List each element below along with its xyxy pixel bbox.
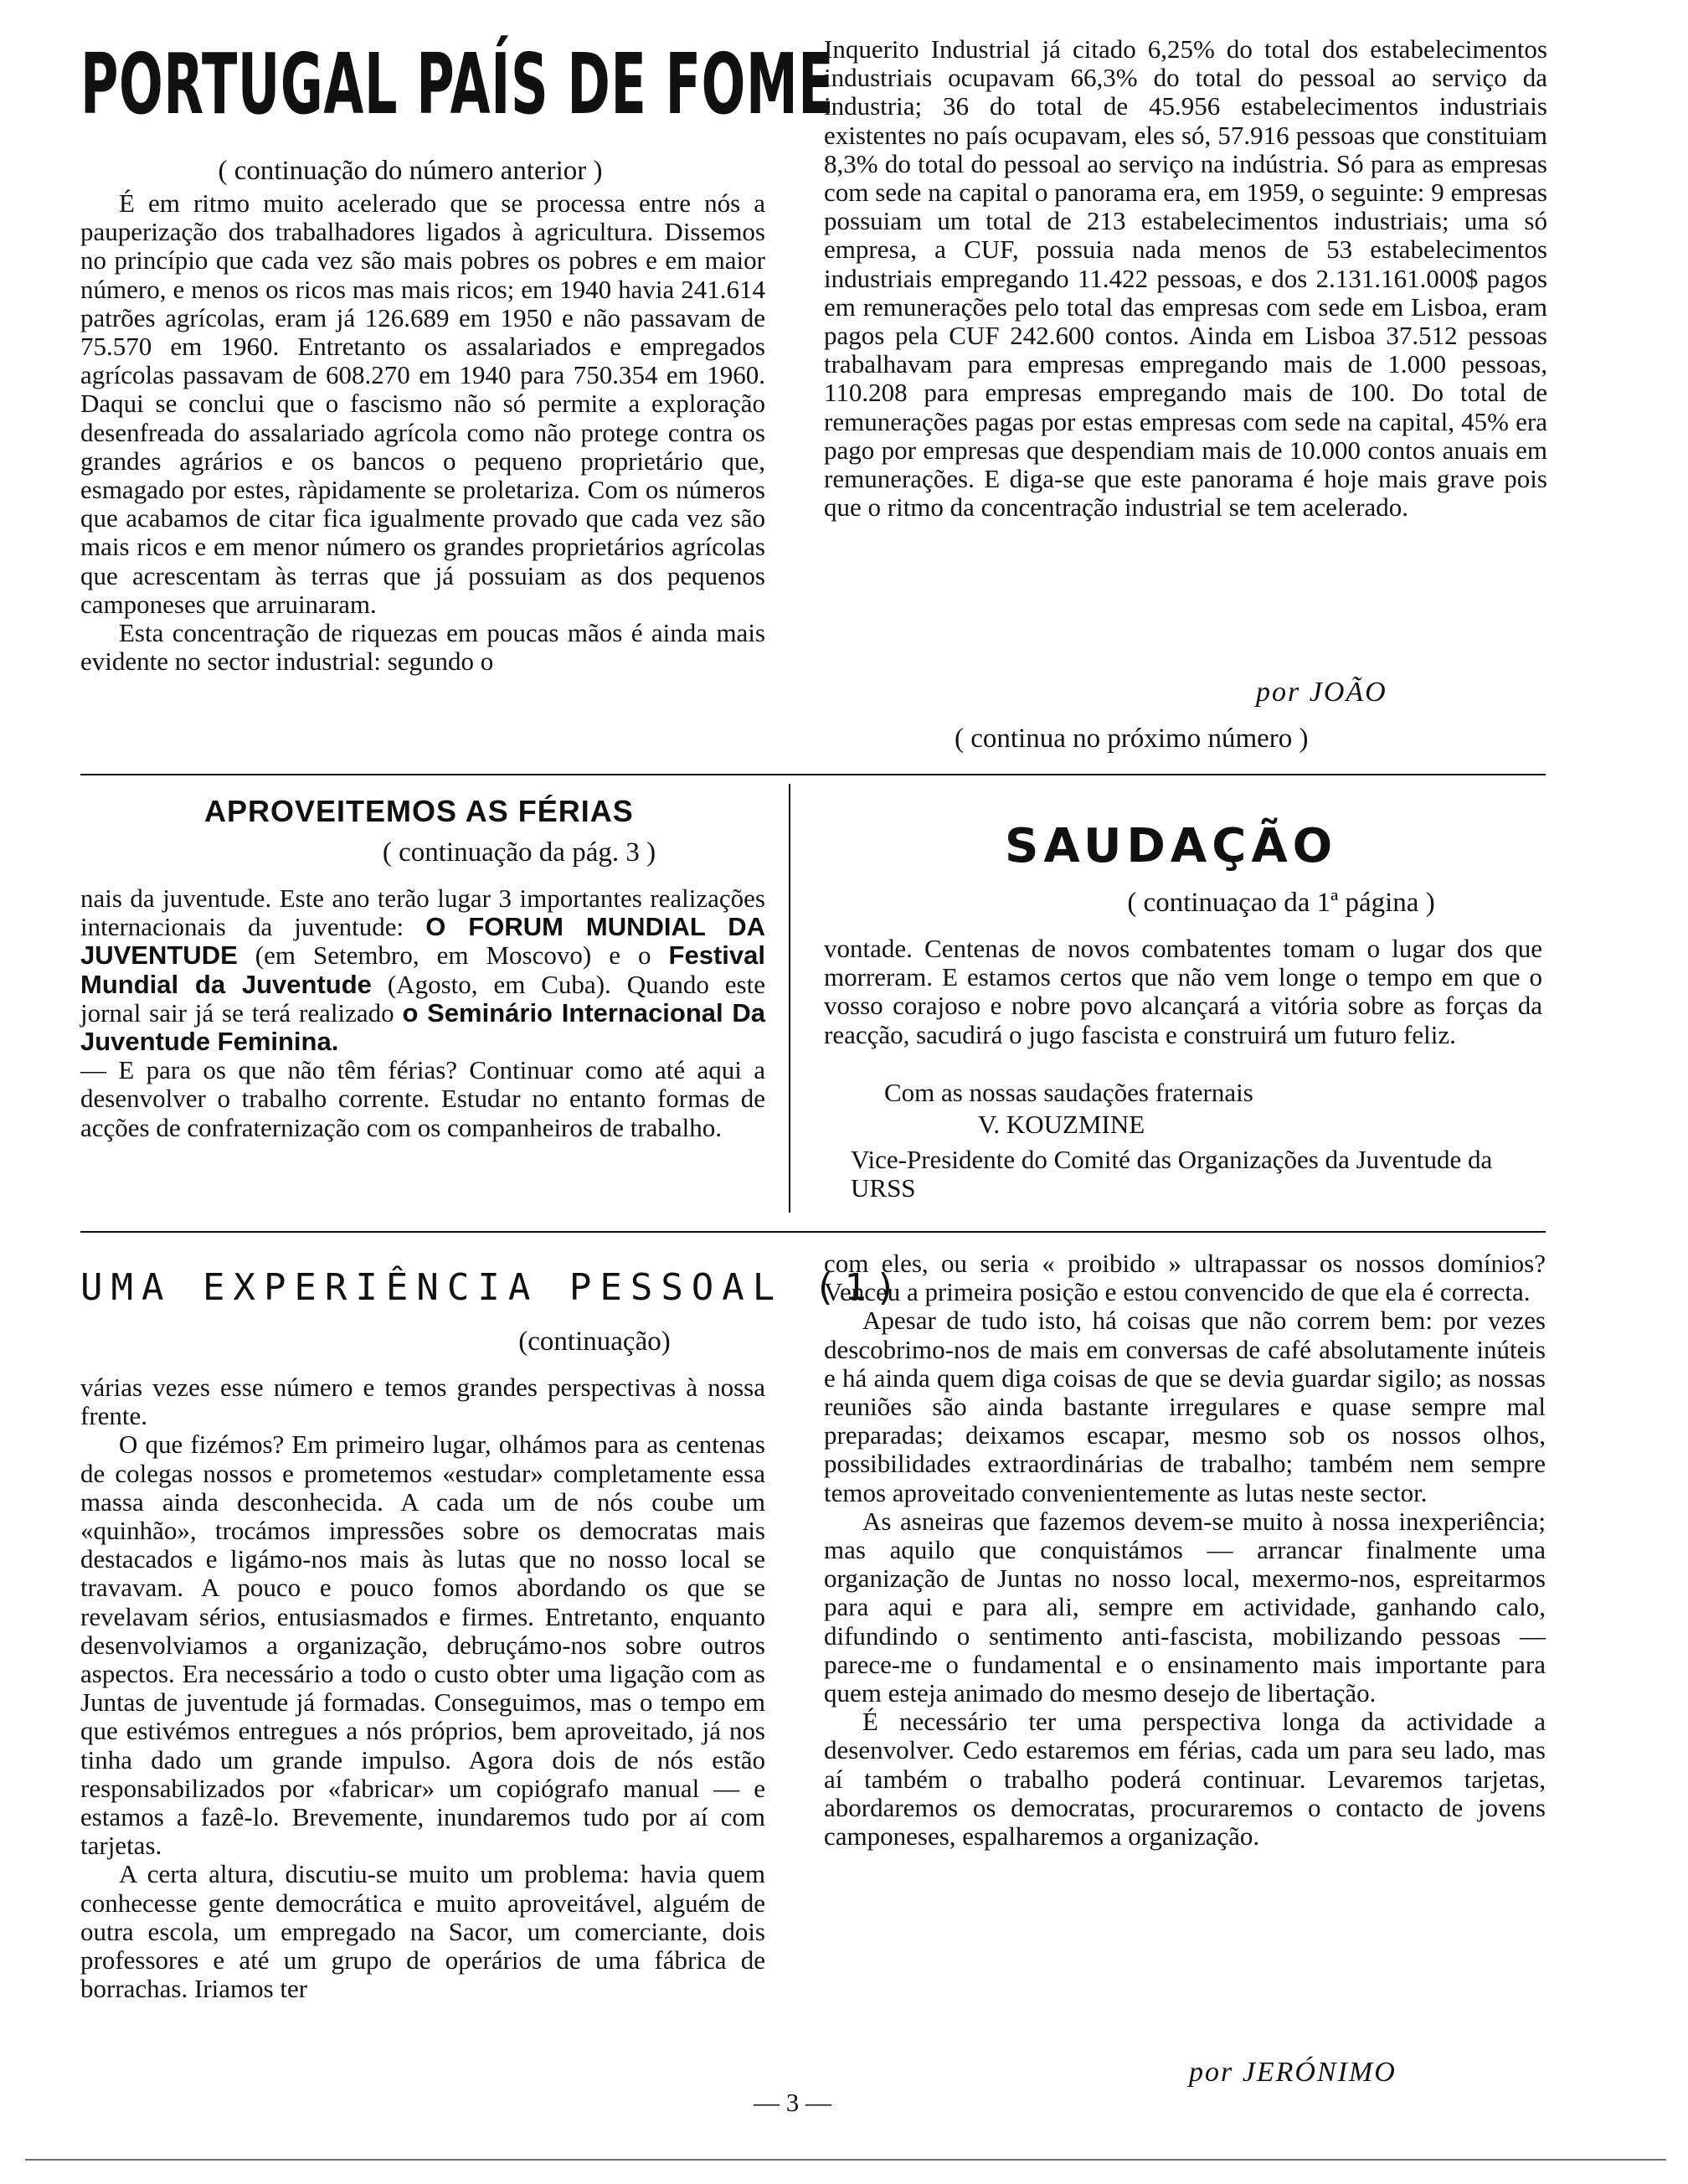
divider-horizontal [80,774,1546,775]
article2-subtitle: ( continuação da pág. 3 ) [382,837,656,868]
article4-paragraph: É necessário ter uma perspectiva longa da actividade a desenvolver. Cedo estaremos em férias, cada um para seu lado, mas aí também o trabalho poderá continuar. Levaremos tarjetas, abordaremos os democratas, procuraremos o contacto de jovens camponeses, espalharemos a organização. [824,1707,1546,1852]
article4-paragraph: O que fizémos? Em primeiro lugar, olhámos para as centenas de colegas nossos e prometemos «estudar» completamente essa massa ainda desconhecida. A cada um de nós coube um «quinhão», trocámos impressões sobre os democratas mais destacados e ligámo-nos mais às lutas que no nosso local se travavam. A pouco e pouco fomos abordando os que se revelavam sérios, entusiasmados e firmes. Entretanto, enquanto desenvolviamos a organização, debruçámo-nos sobre outros aspectos. Era necessário a todo o custo obter uma ligação com as Juntas de juventude já formadas. Conseguimos, mas o tempo em que estivémos entregues a nós próprios, bem aproveitado, já nos tinha dado um grande impulso. Agora dois de nós estão responsabilizados por «fabricar» um copiógrafo manual — e estamos a fazê-lo. Brevemente, inundaremos tudo por aí com tarjetas. [80,1429,765,1861]
article4-paragraph: A certa altura, discutiu-se muito um problema: havia quem conhecesse gente democrática e muito aproveitável, alguém de outra escola, um empregado na Sacor, um comerciante, dois professores e até um grupo de operários de uma fábrica de borrachas. Iriamos ter [80,1859,765,2004]
page-number: — 3 — [754,2088,831,2117]
bottom-rule [25,2159,1666,2161]
article4-column-right [824,1249,1546,1851]
article1-paragraph: Inquerito Industrial já citado 6,25% do total dos estabelecimentos industriais ocupavam 66,3% do total do pessoal ao serviço da industria; 36 do total de 45.956 estabelecimentos industriais existentes no país ocupavam, eles só, 57.916 pessoas que constituiam 8,3% do total do pessoal ao serviço na indústria. Só para as empresas com sede na capital o panorama era, em 1959, o seguinte: 9 empresas possuiam um total de 213 estabelecimentos industriais; uma só empresa, a CUF, possuia nada menos de 53 estabelecimentos industriais empregando 11.422 pessoas, e dos 2.131.161.000$ pagos em remunerações pelo total das empresas com sede em Lisboa, eram pagos pela CUF 242.600 contos. Ainda em Lisboa 37.512 pessoas trabalhavam para empresas empregando mais de 1.000 pessoas, 110.208 para empresas empregando mais de 100. Do total de remunerações pagas por estas empresas com sede na capital, 45% era pago por empresas que despendiam mais de 10.000 contos anuais em remunerações. E diga-se que este panorama é hoje mais grave pois que o ritmo da concentração industrial se tem acelerado. [824,34,1547,523]
article4-paragraph: As asneiras que fazemos devem-se muito à nossa inexperiência; mas aquilo que conquistámos — arrancar finalmente uma organização de Juntas no nosso local, mexermo-nos, espreitarmos para aqui e para ali, sempre em actividade, ganhando calo, difundindo o sentimento anti-fascista, mobilizando pessoas — parece-me o fundamental e o ensinamento mais importante para quem esteja animado do mesmo desejo de libertação. [824,1506,1546,1708]
event-name: o Seminário Internacional Da Juventude Feminina. [80,997,765,1057]
article3-signer: V. KOUZMINE [978,1110,1145,1139]
article3-closing: Com as nossas saudações fraternais [884,1078,1253,1107]
event-name: Festival Mundial da Juventude [80,940,765,999]
article4-column-left [80,1373,765,2003]
article4-paragraph: Apesar de tudo isto, há coisas que não correm bem: por vezes descobrimo-nos de mais em conversas de café absolutamente inúteis e há ainda quem diga coisas de que se devia guardar sigilo; as nossas reuniões são ainda bastante irregulares e quase sempre mal preparadas; deixamos escapar, mesmo sob os nossos olhos, possibilidades extraordinárias de trabalho; também nem sempre temos aproveitado convenientemente as lutas neste sector. [824,1306,1546,1507]
article2-paragraph: — E para os que não têm férias? Continuar como até aqui a desenvolver o trabalho corrente. Estudar no entanto formas de acções de confraternização com os companheiros de trabalho. [80,1055,765,1142]
article4-paragraph: com eles, ou seria « proibido » ultrapassar os nossos domínios? Venceu a primeira posição e estou convencido de que ela é correcta. [824,1249,1546,1307]
text-run: (em Setembro, em Moscovo) e o [237,940,669,971]
article1-column-left [80,189,765,676]
divider-horizontal [80,1231,1546,1233]
article3-signer-title [851,1146,1542,1203]
article3-title: SAUDAÇÃO [1005,819,1338,873]
article4-signature: por JERÓNIMO [1189,2057,1397,2088]
article3-body [824,935,1542,1049]
article1-subtitle: ( continuação do número anterior ) [218,156,603,186]
text-run: nais da juventude. Este ano terão lugar 3 importantes realizações internacionais da juventude: [80,883,765,942]
article1-column-right [824,35,1547,522]
text-run: (Agosto, em Cuba). Quando este jornal sair já se terá realizado [80,969,765,1028]
article1-continues: ( continua no próximo número ) [955,724,1309,754]
article1-paragraph: É em ritmo muito acelerado que se processa entre nós a pauperização dos trabalhadores ligados à agricultura. Dissemos no princípio que cada vez são mais pobres os pobres e em maior número, e menos os ricos mas mais ricos; em 1940 havia 241.614 patrões agrícolas, eram já 126.689 em 1950 e não passavam de 75.570 em 1960. Entretanto os assalariados e empregados agrícolas passavam de 608.270 em 1940 para 750.354 em 1960. Daqui se conclui que o fascismo não só permite a exploração desenfreada do assalariado agrícola como não protege contra os grandes agrários e os bancos o pequeno proprietário que, esmagado por estes, ràpidamente se proletariza. Com os números que acabamos de citar fica igualmente provado que cada vez são mais ricos e em menor número os grandes proprietários agrícolas que acrescentam às terras que já possuiam as dos pequenos camponeses que arruinaram. [80,188,765,619]
article3-paragraph: vontade. Centenas de novos combatentes tomam o lugar dos que morreram. E estamos certos que não vem longe o tempo em que o vosso corajoso e nobre povo alcançará a vitória sobre as forças da reacção, sacudirá o jugo fascista e construirá um futuro feliz. [824,934,1542,1049]
article3-subtitle: ( continuaçao da 1ª página ) [1127,888,1435,918]
article1-title: PORTUGAL PAÍS DE FOME [80,35,835,133]
signer-title-text: Vice-Presidente do Comité das Organizações da Juventude da URSS [851,1145,1493,1203]
article4-paragraph: várias vezes esse número e temos grandes perspectivas à nossa frente. [80,1373,765,1431]
article4-subtitle: (continuação) [518,1326,671,1357]
article2-paragraph [80,884,765,1056]
article1-paragraph: Esta concentração de riquezas em poucas mãos é ainda mais evidente no sector industrial: segundo o [80,618,765,677]
event-name: O FORUM MUNDIAL DA JUVENTUDE [80,912,765,971]
article2-title: APROVEITEMOS AS FÉRIAS [204,794,634,828]
article4-title: UMA EXPERIÊNCIA PESSOAL (1) [80,1266,906,1309]
article2-body [80,884,765,1142]
article1-signature: por JOÃO [1256,677,1387,708]
divider-vertical [789,784,790,1213]
